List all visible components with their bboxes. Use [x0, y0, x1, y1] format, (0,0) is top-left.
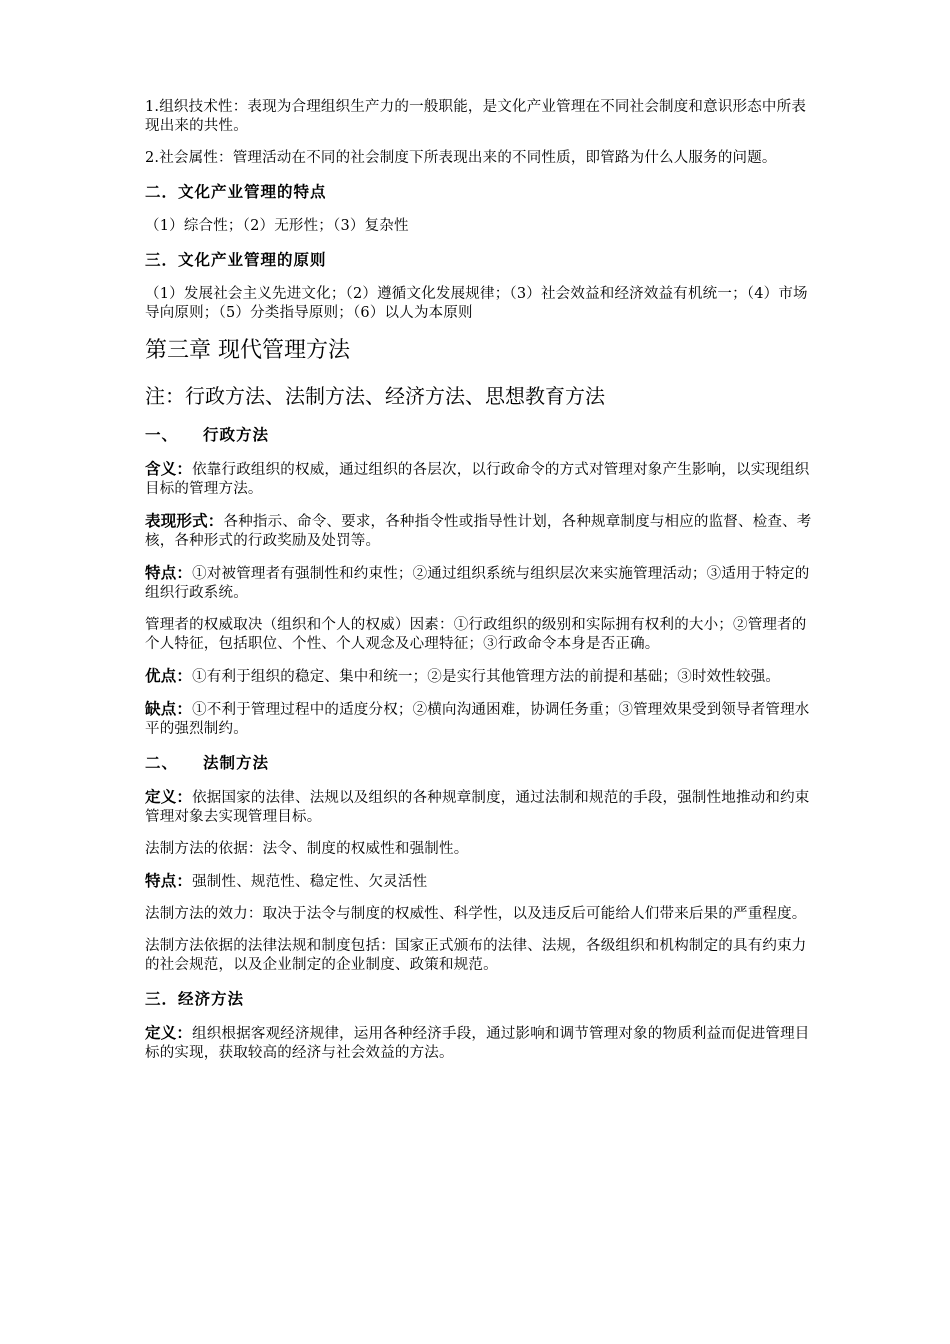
- legal-definition: [145, 788, 813, 827]
- chapter-note: 注：行政方法、法制方法、经济方法、思想教育方法: [145, 384, 605, 408]
- heading-features: 二．文化产业管理的特点: [145, 183, 327, 201]
- heading-econ-method: 三．经济方法: [145, 990, 245, 1008]
- features-list: （1）综合性；（2）无形性；（3）复杂性: [145, 218, 409, 234]
- legal-basis: 法制方法的依据：法令、制度的权威性和强制性。: [145, 841, 469, 857]
- term-label: 特点：: [145, 872, 193, 890]
- heading-legal-method: [145, 752, 813, 774]
- term-label: 缺点：: [145, 700, 193, 718]
- heading-admin-method: [145, 424, 813, 446]
- term-text: 强制性、规范性、稳定性、欠灵活性: [192, 874, 428, 890]
- term-text: 组织根据客观经济规律，运用各种经济手段，通过影响和调节管理对象的物质利益而促进管理目标的实现，获取较高的经济与社会效益的方法。: [145, 1026, 810, 1061]
- heading-principles: 三．文化产业管理的原则: [145, 251, 327, 269]
- admin-authority: 管理者的权威取决（组织和个人的权威）因素：①行政组织的级别和实际拥有权利的大小；②管理者的个人特征，包括职位、个性、个人观念及心理特征；③行政命令本身是否正确。: [145, 617, 807, 652]
- admin-features: [145, 564, 813, 603]
- heading-number: 一、: [145, 426, 179, 444]
- paragraph-technical: 1.组织技术性：表现为合理组织生产力的一般职能，是文化产业管理在不同社会制度和意识形态中所表现出来的共性。: [145, 99, 807, 134]
- term-text: 依据国家的法律、法规以及组织的各种规章制度，通过法制和规范的手段，强制性地推动和约束管理对象去实现管理目标。: [145, 790, 810, 825]
- term-label: 表现形式：: [145, 512, 224, 530]
- econ-definition: [145, 1024, 813, 1063]
- heading-number: 二、: [145, 754, 179, 772]
- paragraph-social: 2.社会属性：管理活动在不同的社会制度下所表现出来的不同性质，即管路为什么人服务的问题。: [145, 150, 777, 166]
- term-label: 含义：: [145, 460, 193, 478]
- term-label: 定义：: [145, 1024, 193, 1042]
- legal-features: [145, 872, 813, 892]
- principles-list: （1）发展社会主义先进文化；（2）遵循文化发展规律；（3）社会效益和经济效益有机统一；（4）市场导向原则；（5）分类指导原则；（6）以人为本原则: [145, 286, 808, 321]
- legal-effect: 法制方法的效力：取决于法令与制度的权威性、科学性，以及违反后可能给人们带来后果的严重程度。: [145, 906, 807, 922]
- heading-title: 行政方法: [203, 426, 270, 444]
- admin-disadvantages: [145, 700, 813, 739]
- term-text: ①不利于管理过程中的适度分权；②横向沟通困难，协调任务重；③管理效果受到领导者管理水平的强烈制约。: [145, 702, 810, 737]
- heading-title: 法制方法: [203, 754, 270, 772]
- document-page: [145, 98, 813, 1076]
- admin-definition: [145, 460, 813, 499]
- term-label: 特点：: [145, 564, 193, 582]
- admin-advantages: [145, 667, 813, 687]
- term-text: ①对被管理者有强制性和约束性；②通过组织系统与组织层次来实施管理活动；③适用于特定的组织行政系统。: [145, 566, 810, 601]
- term-text: ①有利于组织的稳定、集中和统一；②是实行其他管理方法的前提和基础；③时效性较强。: [192, 669, 781, 685]
- term-text: 依靠行政组织的权威，通过组织的各层次，以行政命令的方式对管理对象产生影响，以实现组织目标的管理方法。: [145, 462, 810, 497]
- chapter-title: 第三章 现代管理方法: [145, 338, 350, 363]
- legal-includes: 法制方法依据的法律法规和制度包括：国家正式颁布的法律、法规，各级组织和机构制定的具有约束力的社会规范，以及企业制定的企业制度、政策和规范。: [145, 938, 807, 973]
- term-label: 优点：: [145, 667, 193, 685]
- admin-forms: [145, 512, 813, 551]
- term-label: 定义：: [145, 788, 193, 806]
- term-text: 各种指示、命令、要求，各种指令性或指导性计划，各种规章制度与相应的监督、检查、考核，各种形式的行政奖励及处罚等。: [145, 514, 812, 549]
